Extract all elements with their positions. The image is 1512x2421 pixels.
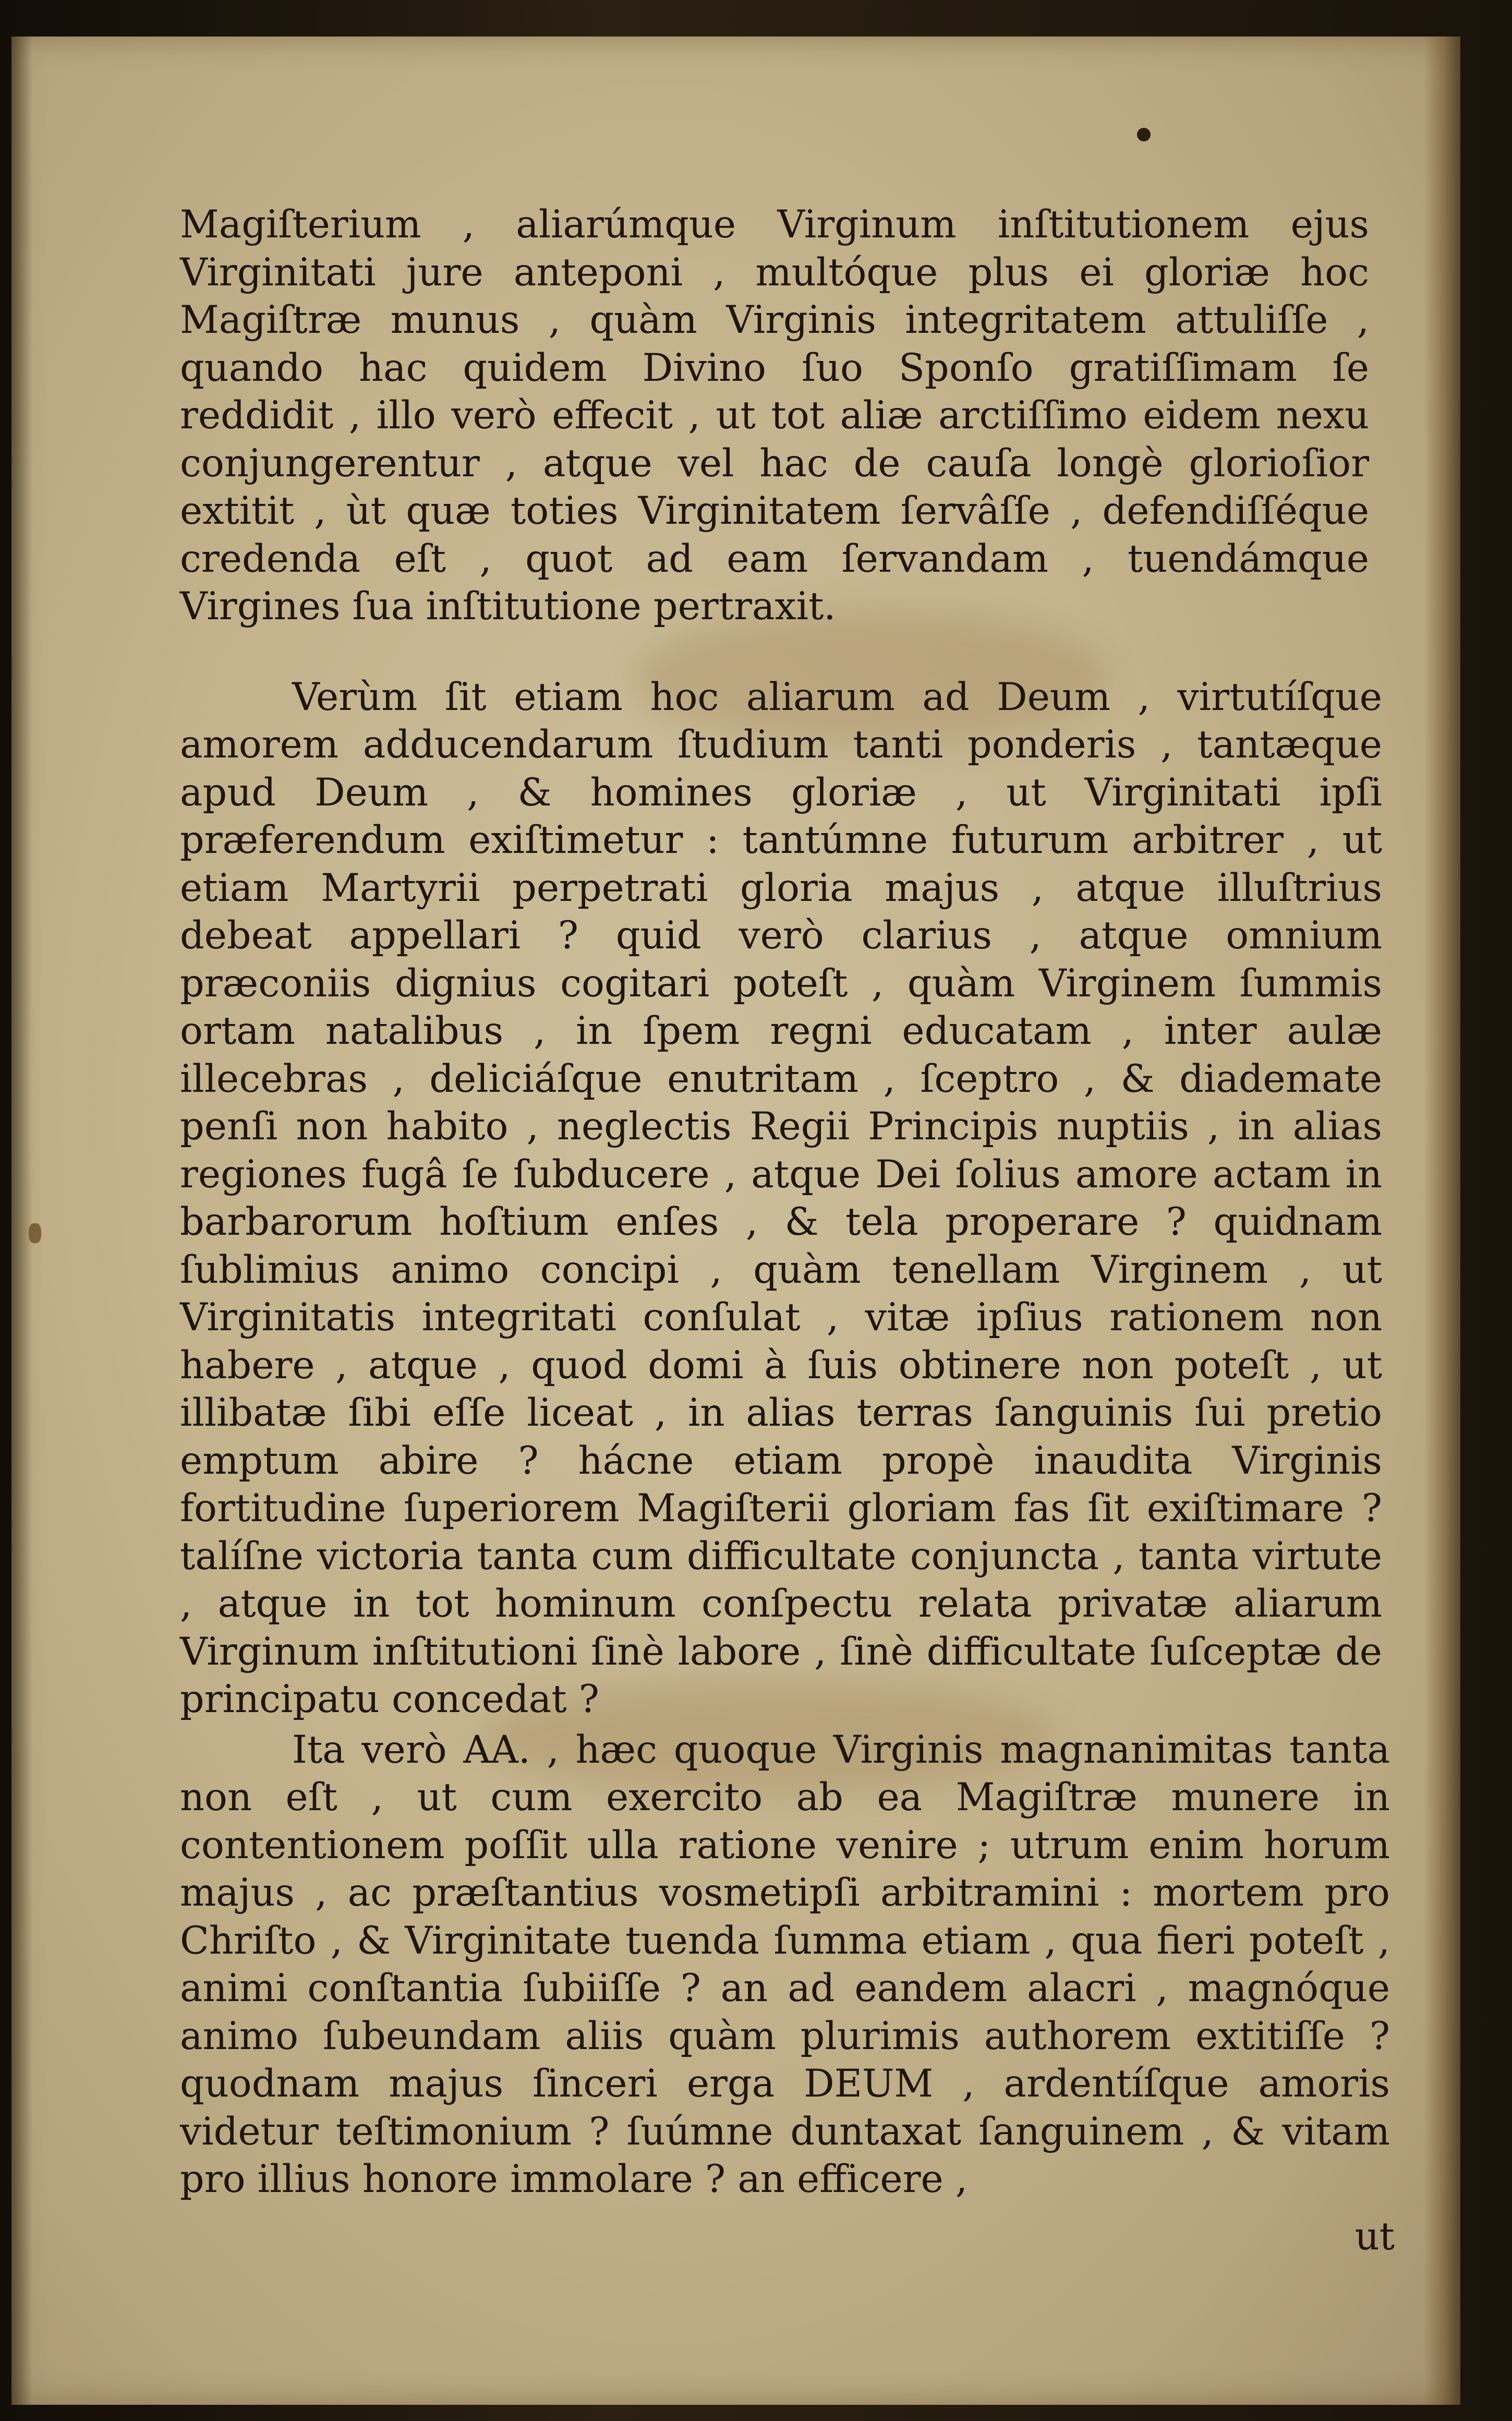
margin-mark	[29, 1223, 41, 1243]
paragraph-3: Ita verò AA. , hæc quoque Virginis magnanimitas tanta non eſt , ut cum exercito ab ea Magiſtræ munere in contentionem poſſit ulla ratione venire ; utrum enim horum majus , ac præſtantius vosmetipſi arbitramini : mortem pro Chriſto , & Virginitate tuenda ſumma etiam , qua fieri poteſt , animi conſtantia ſubiiſſe ? an ad eandem alacri , magnóque animo ſubeundam aliis quàm plurimis authorem extitiſſe ? quodnam majus ſinceri erga DEUM , ardentíſque amoris videtur teſtimonium ? ſuúmne duntaxat ſanguinem , & vitam pro illius honore immolare ? an efficere ,	[180, 1727, 1390, 2201]
spine-shadow	[11, 37, 32, 2405]
ink-dot	[1137, 128, 1151, 141]
page-edge-shading	[1424, 37, 1460, 2405]
page-text	[180, 201, 1390, 2203]
paragraph-1: Magiſterium , aliarúmque Virginum inſtitutionem ejus Virginitati jure anteponi , multóque plus ei gloriæ hoc Magiſtræ munus , quàm Virginis integritatem attuliſſe , quando hac quidem Divino ſuo Sponſo gratiſſimam ſe reddidit , illo verò effecit , ut tot aliæ arctiſſimo eidem nexu conjungerentur , atque vel hac de cauſa longè glorioſior extitit , ùt quæ toties Virginitatem ſervâſſe , defendiſſéque credenda eſt , quot ad eam ſervandam , tuendámque Virgines ſua inſtitutione pertraxit.	[180, 202, 1369, 629]
catchword: ut	[1354, 2214, 1395, 2259]
paragraph-2: Verùm ſit etiam hoc aliarum ad Deum , virtutíſque amorem adducendarum ſtudium tanti ponderis , tantæque apud Deum , & homines gloriæ , ut Virginitati ipſi præferendum exiſtimetur : tantúmne futurum arbitrer , ut etiam Martyrii perpetrati gloria majus , atque illuſtrius debeat appellari ? quid verò clarius , atque omnium præconiis dignius cogitari poteſt , quàm Virginem ſummis ortam natalibus , in ſpem regni educatam , inter aulæ illecebras , deliciáſque enutritam , ſceptro , & diademate penſi non habito , neglectis Regii Principis nuptiis , in alias regiones fugâ ſe ſubducere , atque Dei ſolius amore actam in barbarorum hoſtium enſes , & tela properare ? quidnam ſublimius animo concipi , quàm tenellam Virginem , ut Virginitatis integritati conſulat , vitæ ipſius rationem non habere , atque , quod domi à ſuis obtinere non poteſt , ut illibatæ ſibi eſſe liceat , in alias terras ſanguinis ſui pretio emptum abire ? hácne etiam propè inaudita Virginis fortitudine ſuperiorem Magiſterii gloriam fas ſit exiſtimare ? talíſne victoria tanta cum difficultate conjuncta , tanta virtute , atque in tot hominum conſpectu relata privatæ aliarum Virginum inſtitutioni ſinè labore , ſinè difficultate ſuſceptæ de principatu concedat ?	[180, 674, 1382, 1721]
